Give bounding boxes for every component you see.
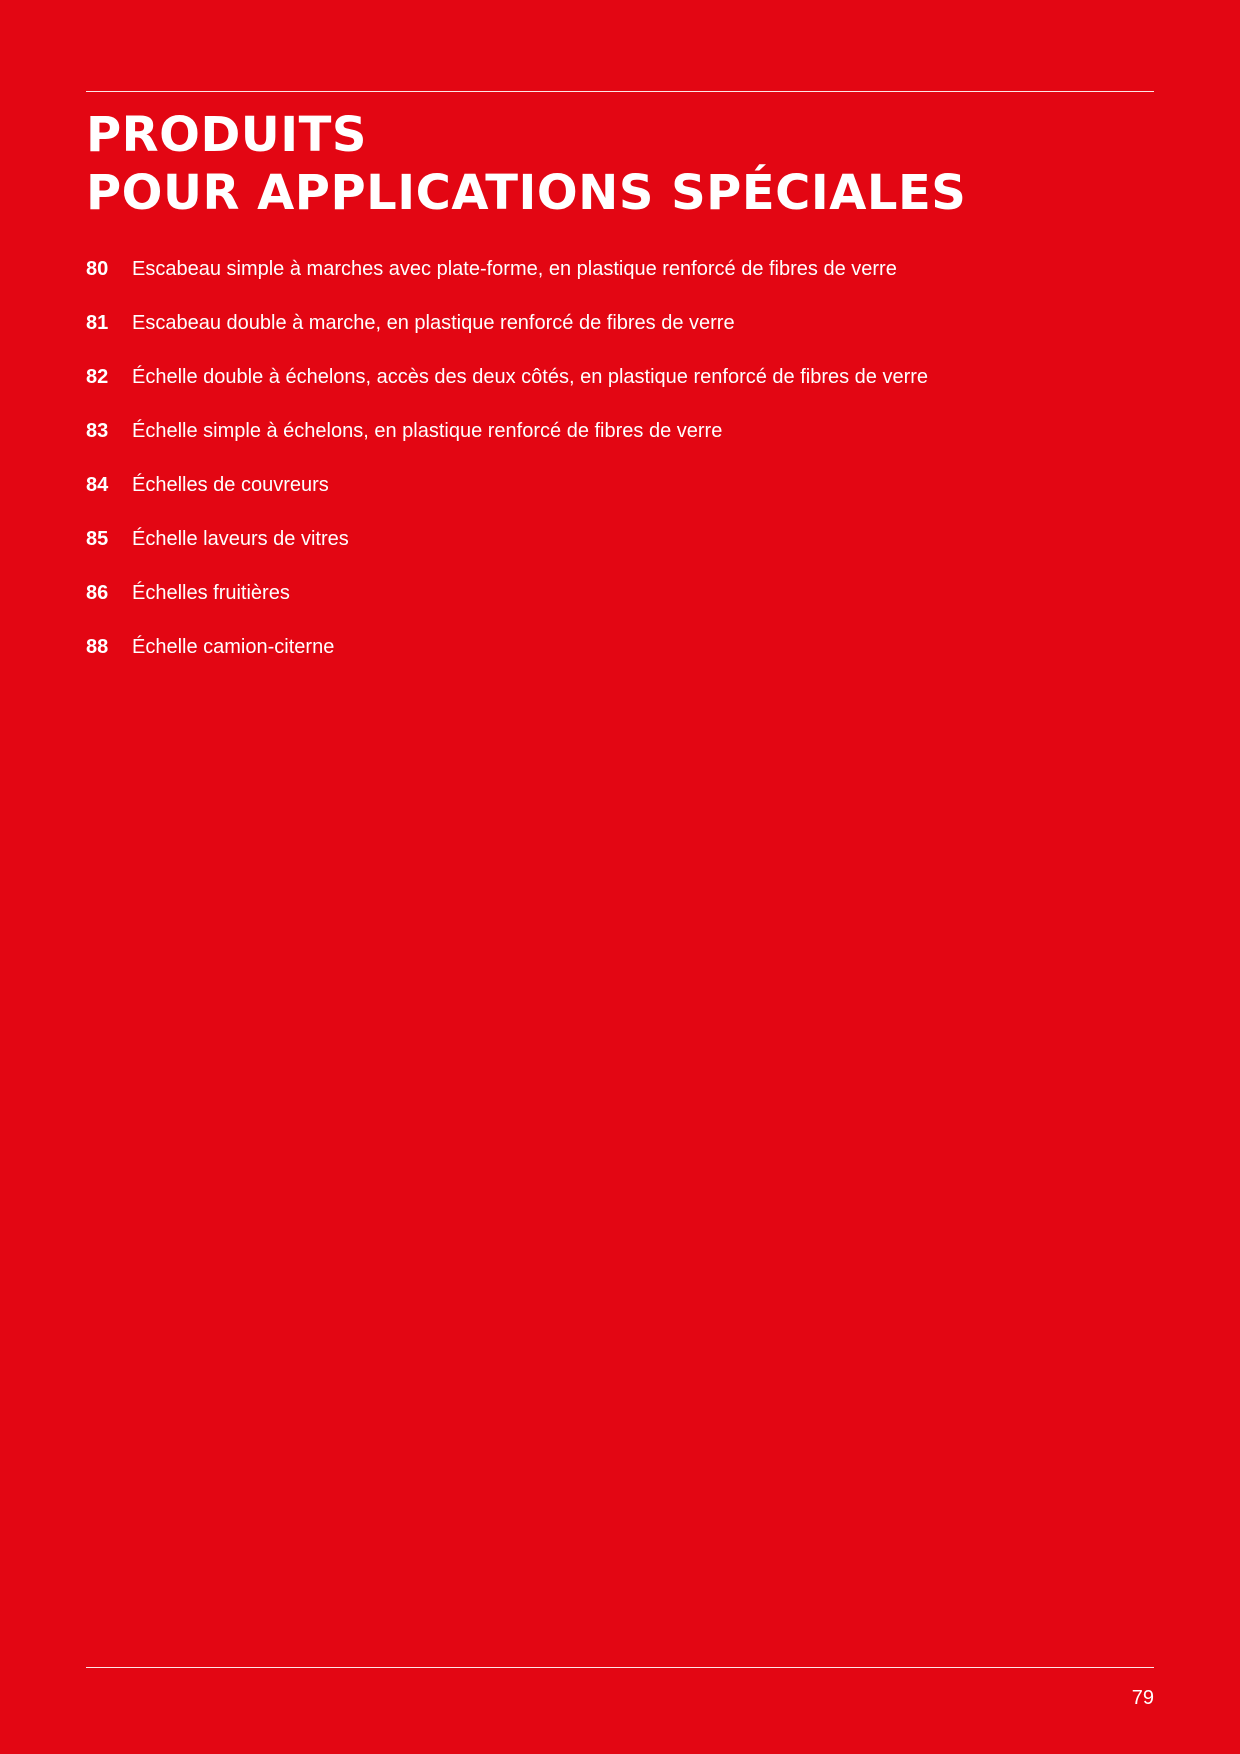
toc-label: Échelle double à échelons, accès des deux côtés, en plastique renforcé de fibres de verre [132, 366, 929, 388]
bottom-divider [86, 1667, 1154, 1668]
page-title [86, 106, 966, 222]
toc-label: Échelle camion-citerne [132, 636, 335, 658]
toc-label: Échelle laveurs de vitres [132, 528, 349, 550]
toc-page-number: 84 [86, 474, 109, 496]
toc-label: Échelle simple à échelons, en plastique renforcé de fibres de verre [132, 420, 723, 442]
toc-page-number: 82 [86, 366, 109, 388]
toc-item [86, 308, 928, 362]
toc-item [86, 632, 928, 686]
table-of-contents [86, 254, 928, 686]
page-title-line-1: PRODUITS [86, 107, 367, 163]
toc-page-number: 83 [86, 420, 109, 442]
toc-label: Échelles fruitières [132, 582, 290, 604]
toc-item [86, 362, 928, 416]
toc-label: Escabeau simple à marches avec plate-forme, en plastique renforcé de fibres de verre [132, 258, 897, 280]
toc-page-number: 86 [86, 582, 109, 604]
toc-item [86, 578, 928, 632]
top-divider [86, 91, 1154, 92]
page-title-line-2: POUR APPLICATIONS SPÉCIALES [86, 165, 967, 221]
toc-page-number: 80 [86, 258, 109, 280]
toc-item [86, 254, 928, 308]
toc-page-number: 81 [86, 312, 109, 334]
toc-item [86, 416, 928, 470]
toc-item [86, 470, 928, 524]
toc-page-number: 85 [86, 528, 109, 550]
toc-item [86, 524, 928, 578]
toc-label: Échelles de couvreurs [132, 474, 329, 496]
toc-label: Escabeau double à marche, en plastique renforcé de fibres de verre [132, 312, 735, 334]
toc-page-number: 88 [86, 636, 109, 658]
page-number: 79 [1131, 1687, 1154, 1709]
